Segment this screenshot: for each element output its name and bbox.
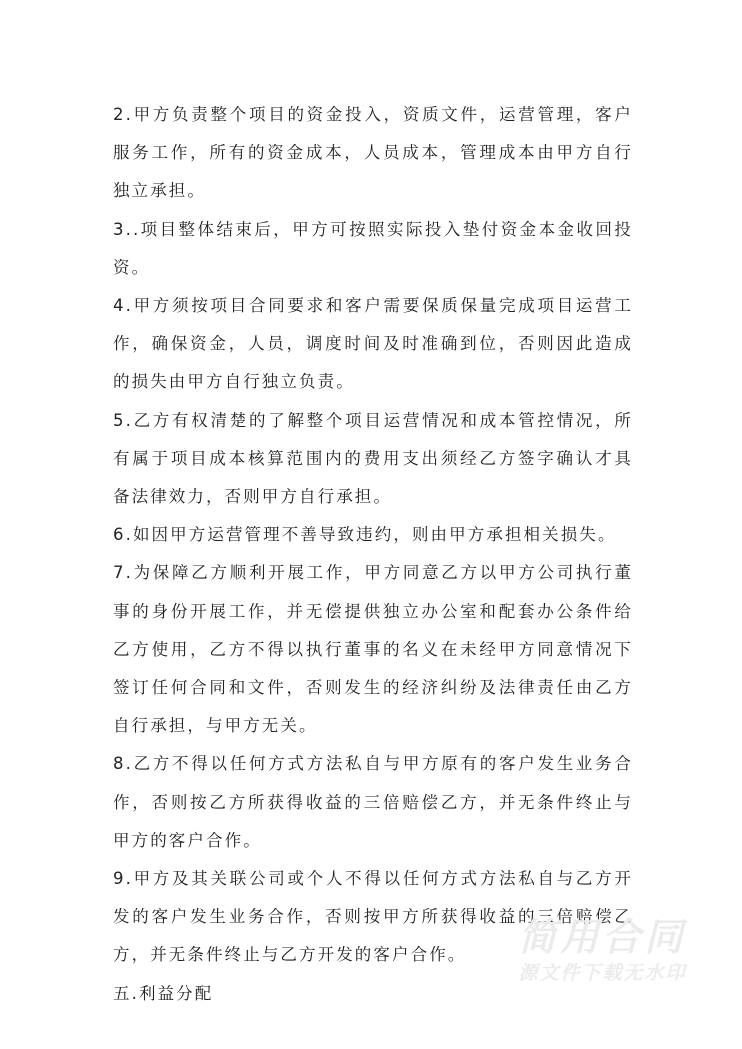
clause-7: 7.为保障乙方顺利开展工作，甲方同意乙方以甲方公司执行董事的身份开展工作，并无偿提供独立办公室和配套办公条件给乙方使用，乙方不得以执行董事的名义在未经甲方同意情况下签订任何合同和文件，否则发生的经济纠纷及法律责任由乙方自行承担，与甲方无关。 [113,563,633,736]
clause-4: 4.甲方须按项目合同要求和客户需要保质保量完成项目运营工作，确保资金，人员，调度时间及时准确到位，否则因此造成的损失由甲方自行独立负责。 [113,296,633,392]
section-heading-profit-distribution: 五.利益分配 [113,983,214,1003]
clause-2: 2.甲方负责整个项目的资金投入，资质文件，运营管理，客户服务工作，所有的资金成本，人员成本，管理成本由甲方自行独立承担。 [113,105,633,201]
clause-3: 3..项目整体结束后，甲方可按照实际投入垫付资金本金收回投资。 [113,219,633,277]
clause-5: 5.乙方有权清楚的了解整个项目运营情况和成本管控情况，所有属于项目成本核算范围内的费用支出须经乙方签字确认才具备法律效力，否则甲方自行承担。 [113,410,633,507]
clause-6: 6.如因甲方运营管理不善导致违约，则由甲方承担相关损失。 [113,525,617,545]
watermark-subtitle: 源文件下载无水印 [518,962,687,984]
watermark [510,915,695,987]
clause-9: 9.甲方及其关联公司或个人不得以任何方式方法私自与乙方开发的客户发生业务合作，否则按甲方所获得收益的三倍赔偿乙方，并无条件终止与乙方开发的客户合作。 [113,869,633,965]
document-body [113,96,633,1013]
clause-8: 8.乙方不得以任何方式方法私自与甲方原有的客户发生业务合作，否则按乙方所获得收益的三倍赔偿乙方，并无条件终止与甲方的客户合作。 [113,754,633,850]
watermark-title: 简用合同 [518,915,687,959]
